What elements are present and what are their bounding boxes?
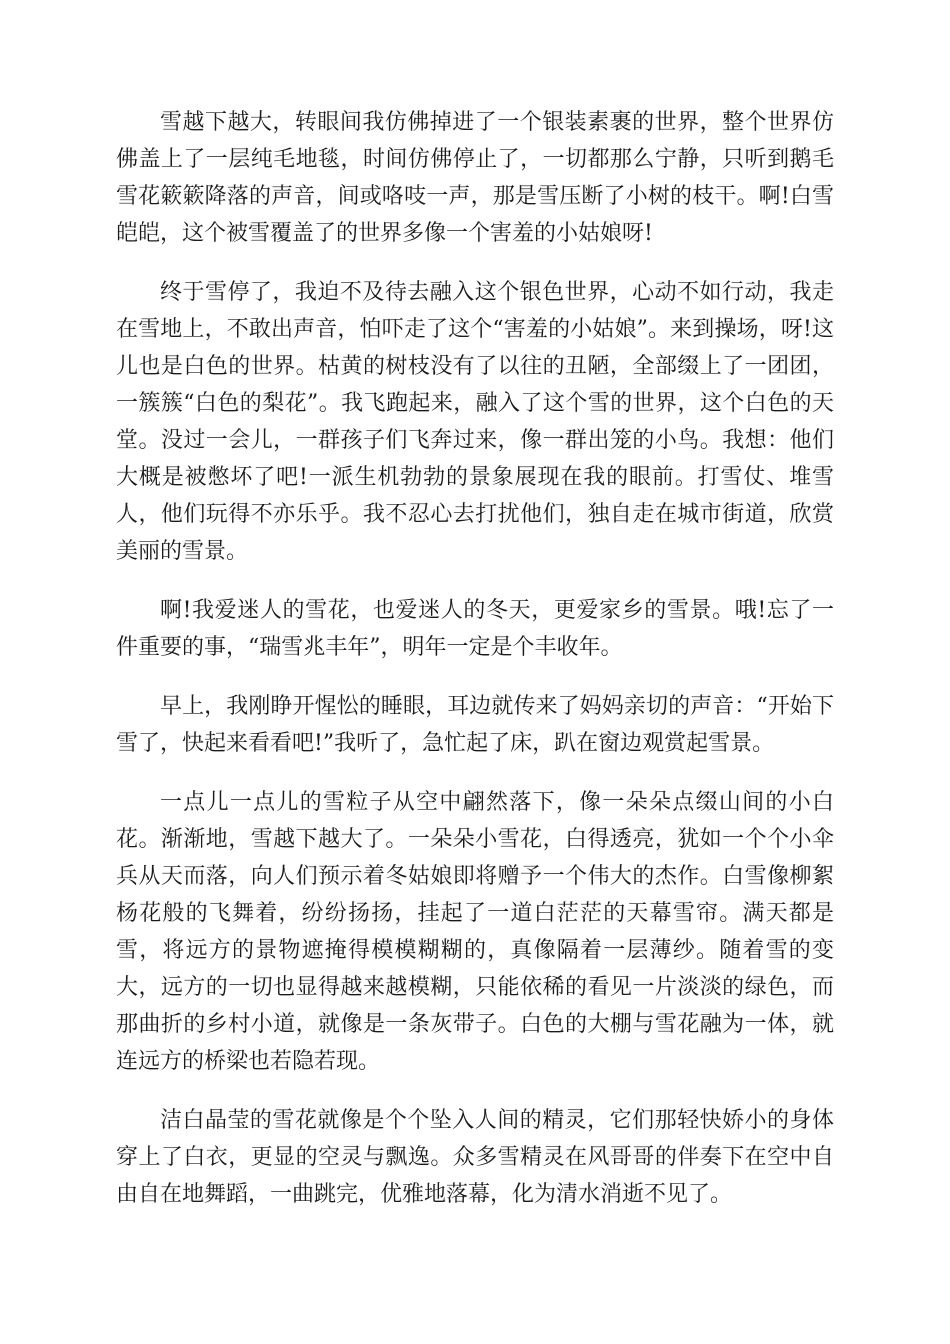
paragraph-5: 一点儿一点儿的雪粒子从空中翩然落下，像一朵朵点缀山间的小白花。渐渐地，雪越下越大了。一朵朵小雪花，白得透亮，犹如一个个小伞兵从天而落，向人们预示着冬姑娘即将赠予一个伟大的杰作。白雪像柳絮杨花般的飞舞着，纷纷扬扬，挂起了一道白茫茫的天幕雪帘。满天都是雪，将远方的景物遮掩得模模糊糊的，真像隔着一层薄纱。随着雪的变大，远方的一切也显得越来越模糊，只能依稀的看见一片淡淡的绿色，而那曲折的乡村小道，就像是一条灰带子。白色的大棚与雪花融为一体，就连远方的桥梁也若隐若现。 (116, 790, 834, 1074)
document-body (116, 104, 834, 1235)
paragraph-6: 洁白晶莹的雪花就像是个个坠入人间的精灵，它们那轻快娇小的身体穿上了白衣，更显的空灵与飘逸。众多雪精灵在风哥哥的伴奏下在空中自由自在地舞蹈，一曲跳完，优雅地落幕，化为清水消逝不见了。 (116, 1108, 834, 1207)
paragraph-4: 早上，我刚睁开惺忪的睡眼，耳边就传来了妈妈亲切的声音：“开始下雪了，快起来看看吧!”我听了，急忙起了床，趴在窗边观赏起雪景。 (116, 694, 834, 756)
paragraph-3: 啊!我爱迷人的雪花，也爱迷人的冬天，更爱家乡的雪景。哦!忘了一件重要的事，“瑞雪兆丰年”，明年一定是个丰收年。 (116, 598, 834, 660)
paragraph-1: 雪越下越大，转眼间我仿佛掉进了一个银装素裹的世界，整个世界仿佛盖上了一层纯毛地毯，时间仿佛停止了，一切都那么宁静，只听到鹅毛雪花簌簌降落的声音，间或咯吱一声，那是雪压断了小树的枝干。啊!白雪皑皑，这个被雪覆盖了的世界多像一个害羞的小姑娘呀! (116, 110, 834, 246)
paragraph-2: 终于雪停了，我迫不及待去融入这个银色世界，心动不如行动，我走在雪地上，不敢出声音，怕吓走了这个“害羞的小姑娘”。来到操场，呀!这儿也是白色的世界。枯黄的树枝没有了以往的丑陋，全部缀上了一团团，一簇簇“白色的梨花”。我飞跑起来，融入了这个雪的世界，这个白色的天堂。没过一会儿，一群孩子们飞奔过来，像一群出笼的小鸟。我想：他们大概是被憋坏了吧!一派生机勃勃的景象展现在我的眼前。打雪仗、堆雪人，他们玩得不亦乐乎。我不忍心去打扰他们，独自走在城市街道，欣赏美丽的雪景。 (116, 280, 834, 564)
